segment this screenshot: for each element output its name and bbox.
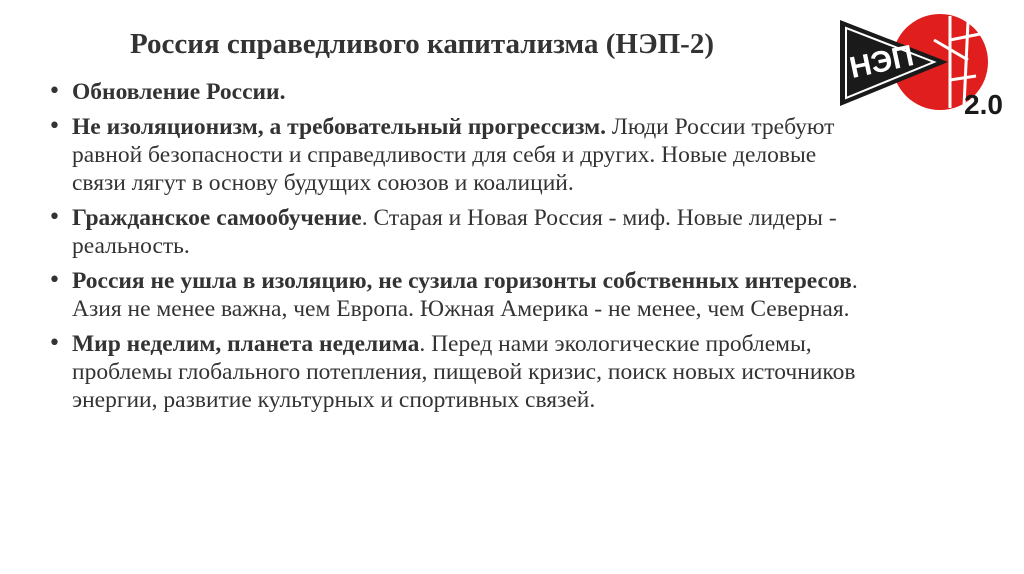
- bullet-item: [48, 204, 868, 260]
- logo-letters: НЭП: [846, 39, 917, 85]
- bullet-bold-text: Обновление России.: [72, 79, 286, 105]
- bullet-item: [48, 267, 868, 323]
- bullet-bold-text: Не изоляционизм, а требовательный прогрессизм.: [72, 114, 607, 140]
- bullet-text: Люди России требуют равной безопасности и справедливости для себя и других. Новые деловые связи лягут в основу будущих союзов и коалиций.: [72, 114, 835, 196]
- slide-title: Россия справедливого капитализма (НЭП-2): [130, 28, 714, 60]
- bullet-dot: •: [48, 268, 61, 293]
- bullet-dot: •: [48, 114, 61, 139]
- bullet-text: . Азия не менее важна, чем Европа. Южная Америка - не менее, чем Северная.: [72, 268, 858, 322]
- bullet-item: [48, 78, 868, 106]
- bullet-dot: •: [48, 79, 61, 104]
- bullet-item: [48, 330, 868, 414]
- bullet-text: . Перед нами экологические проблемы, проблемы глобального потепления, пищевой кризис, поиск новых источников энергии, развитие культурных и спортивных связей.: [72, 331, 856, 413]
- bullet-dot: •: [48, 331, 61, 356]
- bullet-dot: •: [48, 205, 61, 230]
- logo-version: 2.0: [964, 89, 1003, 120]
- bullet-text: . Старая и Новая Россия - миф. Новые лидеры - реальность.: [72, 205, 837, 259]
- bullet-bold-text: Мир неделим, планета неделима: [72, 331, 420, 357]
- bullet-bold-text: Гражданское самообучение: [72, 205, 362, 231]
- bullet-list: [48, 78, 868, 421]
- bullet-bold-text: Россия не ушла в изоляцию, не сузила горизонты собственных интересов: [72, 268, 852, 294]
- bullet-item: [48, 113, 868, 197]
